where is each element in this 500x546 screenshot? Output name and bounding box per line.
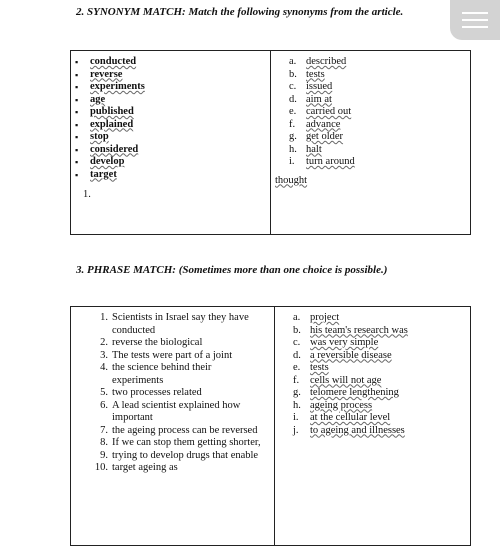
phrase-match-table: [70, 306, 471, 546]
phrase-item: [71, 462, 274, 475]
menu-line-icon: [462, 12, 488, 14]
synonym-word: explained: [90, 118, 134, 130]
option-text: halt: [306, 143, 322, 155]
synonym-word: target: [90, 168, 117, 180]
option-item: [279, 325, 470, 338]
phrase-text: A lead scientist explained how important: [112, 399, 241, 423]
option-letter: e.: [289, 106, 297, 117]
phrase-number: 6.: [100, 399, 108, 411]
synonym-word: considered: [90, 143, 139, 155]
phrase-item: [71, 312, 274, 337]
option-letter: a.: [293, 312, 301, 323]
option-text: described: [306, 56, 347, 67]
option-letter: e.: [293, 362, 301, 373]
menu-line-icon: [462, 19, 488, 21]
bullet-icon: ▪: [75, 169, 79, 180]
phrase-text: If we can stop them getting shorter,: [112, 437, 261, 448]
option-item: [275, 144, 470, 157]
phrase-item: [71, 337, 274, 350]
synonym-match-table: [70, 50, 471, 235]
option-text: issued: [306, 81, 333, 92]
option-item: [279, 400, 470, 413]
bullet-icon: ▪: [75, 94, 79, 105]
option-letter: f.: [289, 118, 296, 130]
phrase-text: target ageing as: [112, 462, 178, 473]
phrase-item-list: [71, 312, 274, 475]
phrase-items-cell: [71, 307, 275, 546]
phrase-number: 4.: [100, 362, 108, 373]
synonym-word-list: [71, 56, 270, 181]
bullet-icon: ▪: [75, 144, 79, 155]
option-letter: c.: [289, 81, 297, 92]
bullet-icon: ▪: [75, 107, 79, 117]
bullet-icon: ▪: [75, 82, 79, 92]
synonym-word: stop: [90, 131, 109, 142]
option-text: his team's research was: [310, 324, 408, 336]
synonym-word: age: [90, 93, 106, 105]
phrase-item: [71, 450, 274, 463]
option-text: get older: [306, 131, 344, 142]
option-item: [279, 425, 470, 438]
phrase-text: reverse the biological: [112, 337, 203, 348]
phrase-number: 10.: [94, 462, 108, 473]
option-text: turn around: [306, 156, 355, 167]
option-text: aim at: [306, 93, 332, 105]
option-item: [279, 337, 470, 350]
option-text: carried out: [306, 106, 352, 117]
synonym-word: reverse: [90, 68, 123, 80]
bullet-icon: ▪: [75, 132, 79, 142]
option-letter: h.: [289, 143, 297, 155]
menu-line-icon: [462, 26, 488, 28]
option-item: [279, 350, 470, 363]
phrase-item: [71, 387, 274, 400]
phrase-text: Scientists in Israel say they have conducted: [112, 312, 249, 336]
phrase-item: [71, 400, 274, 425]
phrase-text: the science behind their experiments: [112, 362, 212, 386]
option-letter: d.: [289, 93, 297, 105]
synonym-options-cell: [271, 51, 471, 235]
option-letter: g.: [293, 387, 301, 398]
option-letter: j.: [293, 424, 299, 436]
option-item: [275, 131, 470, 144]
phrase-number: 3.: [100, 349, 108, 361]
option-letter: c.: [293, 337, 301, 348]
option-item: [275, 94, 470, 107]
synonym-word-item: [75, 94, 270, 107]
phrase-number: 9.: [100, 449, 108, 461]
phrase-options-cell: [275, 307, 471, 546]
option-text: was very simple: [310, 337, 379, 348]
hamburger-menu-button[interactable]: [450, 0, 500, 40]
option-item: [275, 69, 470, 82]
phrase-item: [71, 437, 274, 450]
option-letter: b.: [289, 68, 297, 80]
phrase-item: [71, 350, 274, 363]
option-item: [279, 387, 470, 400]
phrase-text: The tests were part of a joint: [112, 349, 233, 361]
synonym-words-cell: [71, 51, 271, 235]
phrase-number: 7.: [100, 424, 108, 436]
synonym-word-item: [75, 81, 270, 94]
option-item: [279, 412, 470, 425]
synonym-word: published: [90, 106, 134, 117]
option-text: to ageing and illnesses: [310, 424, 405, 436]
option-item: [275, 156, 470, 169]
option-text: telomere lengthening: [310, 387, 399, 398]
phrase-text: trying to develop drugs that enable: [112, 449, 259, 461]
option-letter: d.: [293, 349, 301, 361]
phrase-text: two processes related: [112, 387, 202, 398]
synonym-extra-word: thought: [275, 174, 308, 186]
option-letter: i.: [289, 156, 295, 167]
synonym-word-item: [75, 69, 270, 82]
phrase-item: [71, 362, 274, 387]
bullet-icon: ▪: [75, 119, 79, 130]
phrase-number: 5.: [100, 387, 108, 398]
synonym-word-item: [75, 106, 270, 119]
option-letter: b.: [293, 324, 301, 336]
synonym-word-item: [75, 169, 270, 182]
option-text: tests: [306, 68, 325, 80]
synonym-word-item: [75, 144, 270, 157]
option-letter: h.: [293, 399, 301, 411]
option-item: [275, 56, 470, 69]
synonym-option-list: [275, 56, 470, 169]
option-item: [279, 362, 470, 375]
synonym-word: experiments: [90, 81, 145, 92]
answer-number: 1.: [83, 189, 91, 200]
option-letter: f.: [293, 374, 300, 386]
synonym-word: conducted: [90, 56, 137, 67]
option-item: [279, 312, 470, 325]
phrase-option-list: [279, 312, 470, 437]
section3-heading: 3. PHRASE MATCH: (Sometimes more than one choice is possible.): [76, 264, 388, 276]
phrase-item: [71, 425, 274, 438]
synonym-word-item: [75, 56, 270, 69]
synonym-word-item: [75, 156, 270, 169]
option-text: project: [310, 312, 340, 323]
phrase-number: 1.: [100, 312, 108, 323]
phrase-number: 8.: [100, 437, 108, 448]
option-letter: i.: [293, 412, 299, 423]
synonym-word-item: [75, 119, 270, 132]
option-item: [279, 375, 470, 388]
synonym-word-item: [75, 131, 270, 144]
option-text: a reversible disease: [310, 349, 392, 361]
synonym-word: develop: [90, 156, 125, 167]
bullet-icon: ▪: [75, 157, 79, 167]
option-letter: g.: [289, 131, 297, 142]
option-item: [275, 81, 470, 94]
phrase-number: 2.: [100, 337, 108, 348]
option-text: advance: [306, 118, 341, 130]
option-letter: a.: [289, 56, 297, 67]
option-item: [275, 106, 470, 119]
option-text: cells will not age: [310, 374, 382, 386]
bullet-icon: ▪: [75, 57, 79, 67]
option-text: at the cellular level: [310, 412, 391, 423]
option-item: [275, 119, 470, 132]
bullet-icon: ▪: [75, 69, 79, 80]
section2-heading: 2. SYNONYM MATCH: Match the following synonyms from the article.: [76, 6, 404, 18]
option-text: ageing process: [310, 399, 373, 411]
phrase-text: the ageing process can be reversed: [112, 424, 258, 436]
option-text: tests: [310, 362, 329, 373]
